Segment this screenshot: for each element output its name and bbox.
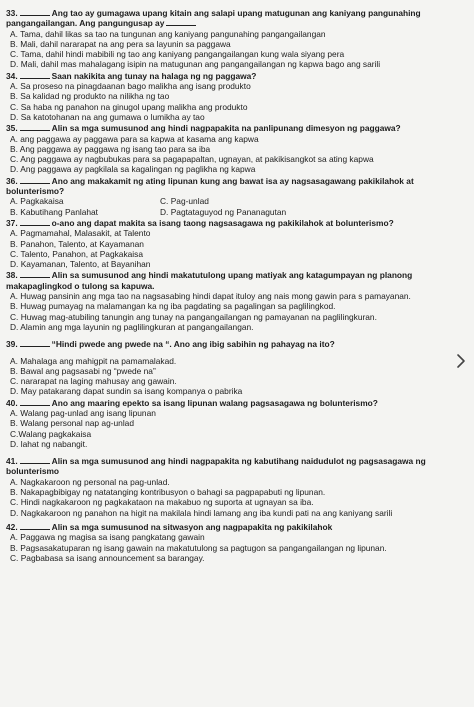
option: A. Pagkakaisa xyxy=(10,196,64,207)
question-38 xyxy=(6,270,468,332)
question-stem: o-ano ang dapat makita sa isang taong nagsasagawa ng pakikilahok at bolunterismo? xyxy=(51,217,394,228)
option: A. Pagmamahal, Malasakit, at Talento xyxy=(10,228,151,239)
option: B. Walang personal nap ag-unlad xyxy=(10,418,135,429)
option: B. Bawal ang pagsasabi ng “pwede na” xyxy=(10,365,156,376)
option: C. Ang paggawa ay nagbubukas para sa pagapapaltan, ugnayan, at pakikisangkot sa ating kapwa xyxy=(10,154,374,165)
answer-blank xyxy=(166,18,196,26)
option: B. Sa kalidad ng produkto na nilikha ng tao xyxy=(10,91,170,102)
option: B. Mali, dahil nararapat na ang pera sa layunin sa paggawa xyxy=(10,38,231,49)
question-number: 40. xyxy=(6,397,18,408)
option: D. Nagkakaroon ng panahon na higit na makilala hindi lamang ang iba kundi pati na ang kaniyang sarili xyxy=(10,507,393,518)
option: C. Hindi nagkakaroon ng pagkakataon na makabuo ng suporta at ugnayan sa iba. xyxy=(10,497,314,508)
question-40 xyxy=(6,398,468,449)
question-37 xyxy=(6,218,468,269)
question-35 xyxy=(6,123,468,174)
question-number: 33. xyxy=(6,8,18,18)
option: C. Talento, Panahon, at Pagkakaisa xyxy=(10,248,144,259)
answer-blank xyxy=(20,456,50,464)
option: B. Panahon, Talento, at Kayamanan xyxy=(10,238,144,249)
question-stem: Alin sa mga sumusunod ang hindi nagpapakita ng kabutihang naidudulot ng pagsasagawa ng bolunterismo xyxy=(6,456,426,477)
question-number: 42. xyxy=(6,521,18,532)
option: C.Walang pagkakaisa xyxy=(10,428,92,439)
option: B. Ang paggawa ay paggawa ng isang tao para sa iba xyxy=(10,143,211,154)
question-number: 38. xyxy=(6,270,18,281)
question-number: 41. xyxy=(6,456,18,467)
answer-blank xyxy=(20,123,50,131)
answer-blank xyxy=(20,398,50,406)
option: B. Pagsasakatuparan ng isang gawain na makatutulong sa pagtugon sa pangangailangan ng lipunan. xyxy=(10,542,387,553)
option: D. Alamin ang mga layunin ng paglilingkuran at pangangailangan. xyxy=(10,321,254,332)
question-42 xyxy=(6,522,468,563)
option: C. Pag-unlad xyxy=(160,196,209,207)
question-36 xyxy=(6,176,468,217)
option: A. Mahalaga ang mahigpit na pamamalakad. xyxy=(10,355,177,366)
option: B. Huwag pumayag na malamangan ka ng iba pagdating sa pagalingan sa paglilingkod. xyxy=(10,301,336,312)
question-34 xyxy=(6,71,468,122)
option: C. Pagbabasa sa isang announcement sa barangay. xyxy=(10,552,205,563)
answer-blank xyxy=(20,270,50,278)
answer-blank xyxy=(20,176,50,184)
question-41 xyxy=(6,456,468,518)
option: A. ang paggawa ay paggawa para sa kapwa at kasama ang kapwa xyxy=(10,133,259,144)
answer-blank xyxy=(20,522,50,530)
option: A. Paggawa ng magisa sa isang pangkatang gawain xyxy=(10,532,205,543)
answer-blank xyxy=(20,218,50,226)
question-number: 35. xyxy=(6,123,18,134)
option: D. lahat ng nabangit. xyxy=(10,438,88,449)
answer-blank xyxy=(20,8,50,16)
option: A. Nagkakaroon ng personal na pag-unlad. xyxy=(10,476,170,487)
option: C. Tama, dahil hindi mabibili ng tao ang kaniyang pangangailangan kung wala siyang pera xyxy=(10,49,345,60)
option: D. Pagtataguyod ng Pananagutan xyxy=(160,206,287,217)
question-stem: Ang tao ay gumagawa upang kitain ang salapi upang matugunan ang kaniyang pangunahing pangangailangan. Ang pangungusap ay xyxy=(6,8,421,29)
option: D. Kayamanan, Talento, at Bayanihan xyxy=(10,259,151,270)
option: B. Kabutihang Panlahat xyxy=(10,206,99,217)
question-stem: Alin sa mga sumusunod na sitwasyon ang nagpapakita ng pakikilahok xyxy=(51,521,333,532)
option: C. Sa haba ng panahon na ginugol upang malikha ang produkto xyxy=(10,101,248,112)
option: B. Nakapagbibigay ng natatanging kontribusyon o bahagi sa pagpapabuti ng lipunan. xyxy=(10,487,326,498)
question-stem: “Hindi pwede ang pwede na “. Ano ang ibig sabihin ng pahayag na ito? xyxy=(51,339,335,350)
option: A. Sa proseso na pinagdaanan bago malikha ang isang produkto xyxy=(10,81,251,92)
option: D. Ang paggawa ay pagkilala sa kagalingan ng paglikha ng kapwa xyxy=(10,164,256,175)
question-number: 36. xyxy=(6,175,18,186)
chevron-right-icon[interactable] xyxy=(454,351,468,371)
question-33 xyxy=(6,8,468,70)
answer-blank xyxy=(20,71,50,79)
option: D. May patakarang dapat sundin sa isang kompanya o pabrika xyxy=(10,386,243,397)
answer-blank xyxy=(20,339,50,347)
question-stem: Ano ang makakamit ng ating lipunan kung ang bawat isa ay nagsasagawang pakikilahok at bolunterismo? xyxy=(6,175,414,197)
option: C. Huwag mag-atubiling tanungin ang tunay na pangangailangan ng pamayanan na paglilingkuran. xyxy=(10,311,377,322)
question-stem: Ano ang maaring epekto sa isang lipunan walang pagsasagawa ng bolunterismo? xyxy=(51,397,378,408)
question-number: 34. xyxy=(6,70,18,81)
option: C. nararapat na laging mahusay ang gawain. xyxy=(10,376,177,387)
option: D. Sa katotohanan na ang gumawa o lumikha ay tao xyxy=(10,111,205,122)
option: A. Tama, dahil likas sa tao na tungunan ang kaniyang pangunahing pangangailangan xyxy=(10,28,326,39)
question-stem: Saan nakikita ang tunay na halaga ng ng paggawa? xyxy=(51,70,257,81)
option: D. Mali, dahil mas mahalagang isipin na matugunan ang pangangailangan ng kapwa bago ang sarili xyxy=(10,59,381,70)
question-stem: Alin sa mga sumusunod ang hindi nagpapakita na panlipunang dimesyon ng paggawa? xyxy=(51,123,401,134)
question-39 xyxy=(6,339,468,396)
question-number: 37. xyxy=(6,217,18,228)
option: A. Walang pag-unlad ang isang lipunan xyxy=(10,407,156,418)
option: A. Huwag pansinin ang mga tao na nagsasabing hindi dapat ituloy ang nais mong gawin para s pamayanan. xyxy=(10,291,411,302)
question-number: 39. xyxy=(6,339,18,350)
question-stem: Alin sa sumusunod ang hindi makatutulong upang matiyak ang katagumpayan ng planong makapaglingkod o tulong sa kapuwa. xyxy=(6,270,413,291)
